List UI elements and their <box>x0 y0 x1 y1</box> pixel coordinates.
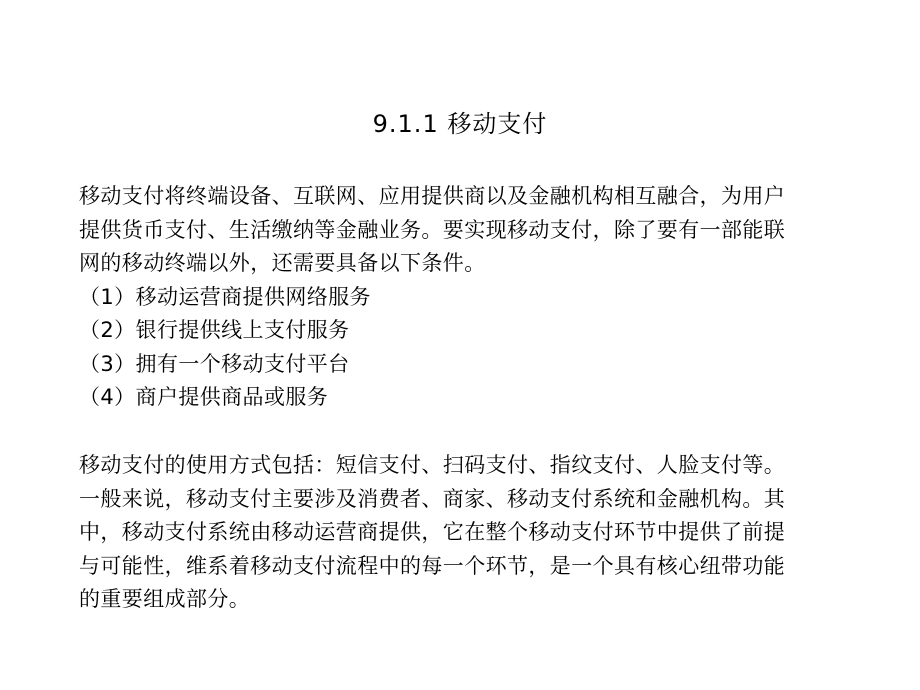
condition-item-3: （3）拥有一个移动支付平台 <box>79 351 350 376</box>
slide-title: 9.1.1 移动支付 <box>372 110 548 138</box>
paragraph-line: 网的移动终端以外，还需要具备以下条件。 <box>79 251 486 275</box>
condition-item-1: （1）移动运营商提供网络服务 <box>79 284 371 309</box>
paragraph-line: 一般来说，移动支付主要涉及消费者、商家、移动支付系统和金融机构。其 <box>79 486 786 511</box>
paragraph-line: 与可能性，维系着移动支付流程中的每一个环节，是一个具有核心纽带功能 <box>79 553 786 578</box>
paragraph-line: 的重要组成部分。 <box>79 587 251 611</box>
condition-item-2: （2）银行提供线上支付服务 <box>79 318 350 342</box>
paragraph-line: 移动支付的使用方式包括：短信支付、扫码支付、指纹支付、人脸支付等。 <box>79 453 786 477</box>
condition-item-4: （4）商户提供商品或服务 <box>79 385 329 409</box>
paragraph-line: 移动支付将终端设备、互联网、应用提供商以及金融机构相互融合，为用户 <box>79 184 786 208</box>
intro-paragraph <box>79 180 849 415</box>
paragraph-line: 提供货币支付、生活缴纳等金融业务。要实现移动支付，除了要有一部能联 <box>79 217 786 242</box>
paragraph-line: 中，移动支付系统由移动运营商提供，它在整个移动支付环节中提供了前提 <box>79 520 786 544</box>
usage-paragraph <box>79 449 849 617</box>
